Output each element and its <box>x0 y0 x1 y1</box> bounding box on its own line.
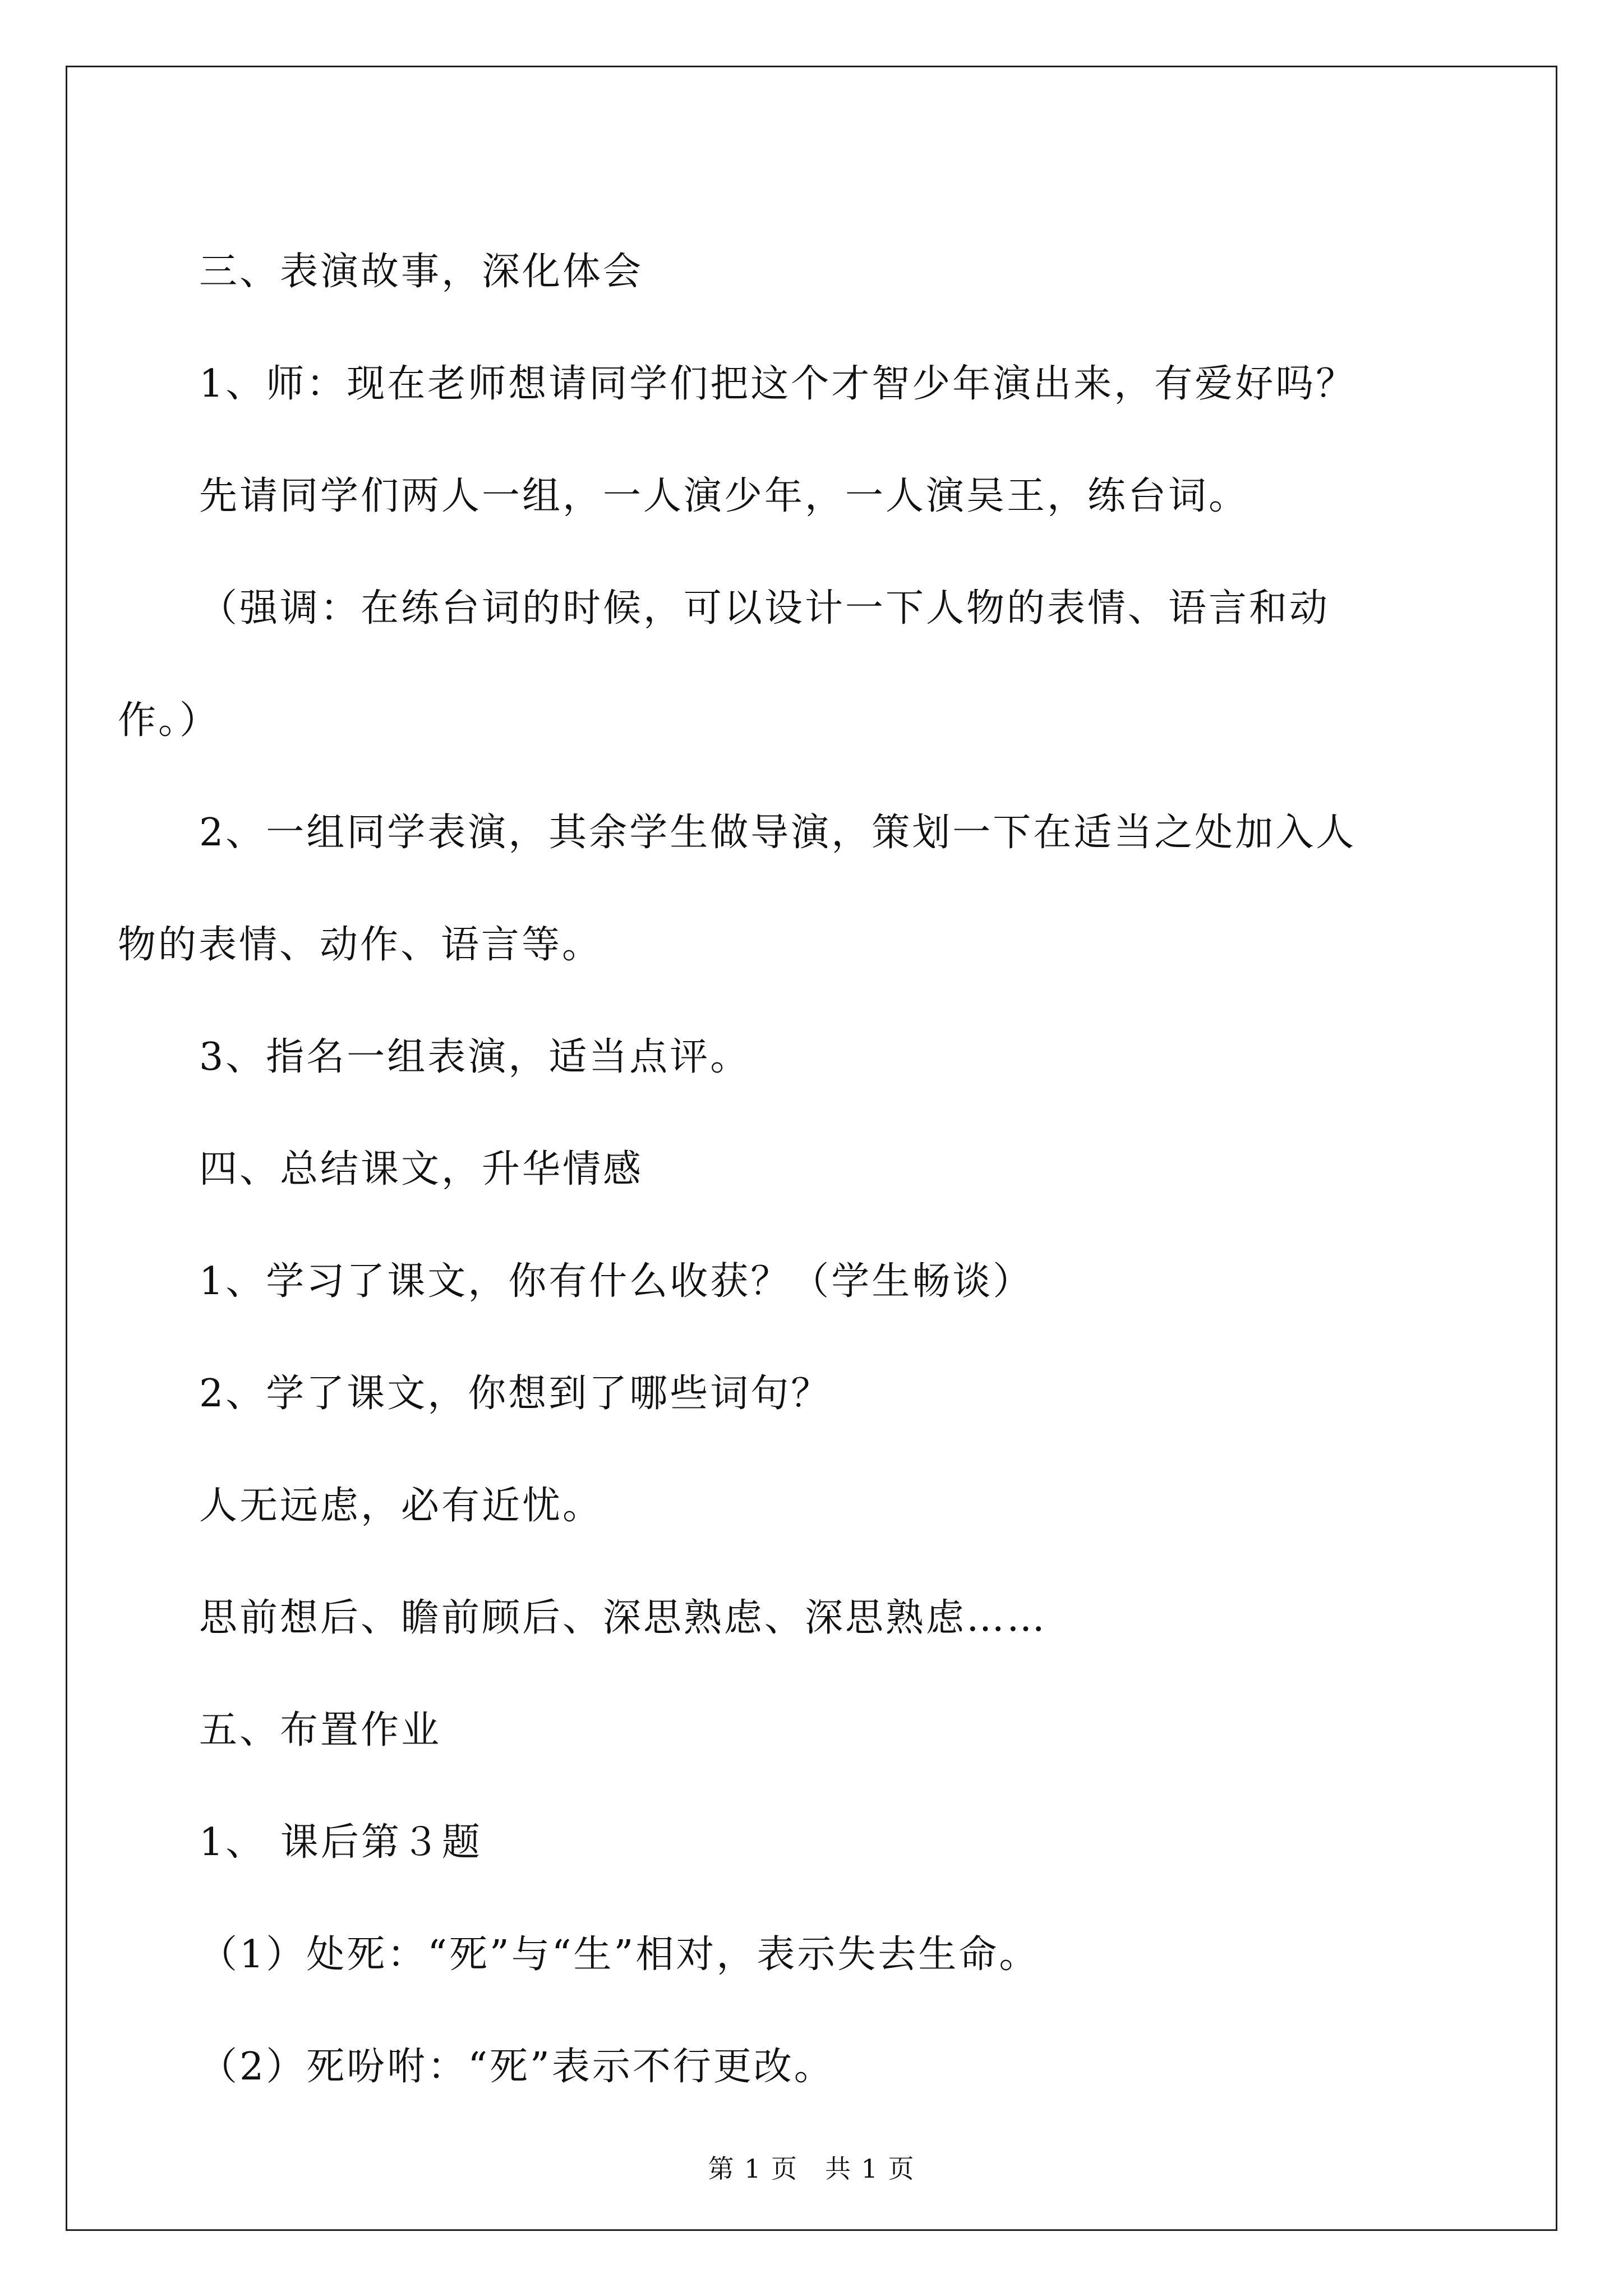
paragraph-group-perform <box>118 777 1450 1001</box>
document-body <box>118 216 1450 2123</box>
section-heading-4: 四、总结课文，升华情感 <box>199 1147 644 1191</box>
paragraph: 3、指名一组表演，适当点评。 <box>199 1035 751 1079</box>
paragraph-line: 2、一组同学表演，其余学生做导演，策划一下在适当之处加入人 <box>199 811 1357 855</box>
paragraph: 1、师：现在老师想请同学们把这个才智少年演出来，有爱好吗？ <box>199 362 1357 406</box>
paragraph-line: 作。） <box>118 698 220 743</box>
paragraph: 人无远虑，必有近忧。 <box>199 1484 603 1528</box>
paragraph-line: 物的表情、动作、语言等。 <box>118 923 603 967</box>
paragraph: 思前想后、瞻前顾后、深思熟虑、深思熟虑…… <box>199 1596 1048 1640</box>
paragraph: 2、学了课文，你想到了哪些词句？ <box>199 1372 832 1416</box>
paragraph-emphasis <box>118 553 1450 777</box>
paragraph-line: （强调：在练台词的时候，可以设计一下人物的表情、语言和动 <box>199 586 1330 631</box>
section-heading-3: 三、表演故事，深化体会 <box>199 250 644 294</box>
paragraph: （1）处死：“死”与“生”相对，表示失去生命。 <box>199 1932 1040 1977</box>
paragraph: （2）死吩咐：“死”表示不行更改。 <box>199 2045 834 2089</box>
paragraph: 先请同学们两人一组，一人演少年，一人演吴王，练台词。 <box>199 474 1249 518</box>
section-heading-5: 五、布置作业 <box>199 1708 442 1752</box>
paragraph: 1、 课后第３题 <box>199 1820 482 1865</box>
paragraph: 1、学习了课文，你有什么收获？（学生畅谈） <box>199 1259 1034 1304</box>
page-footer: 第 1 页 共 1 页 <box>708 2154 915 2184</box>
